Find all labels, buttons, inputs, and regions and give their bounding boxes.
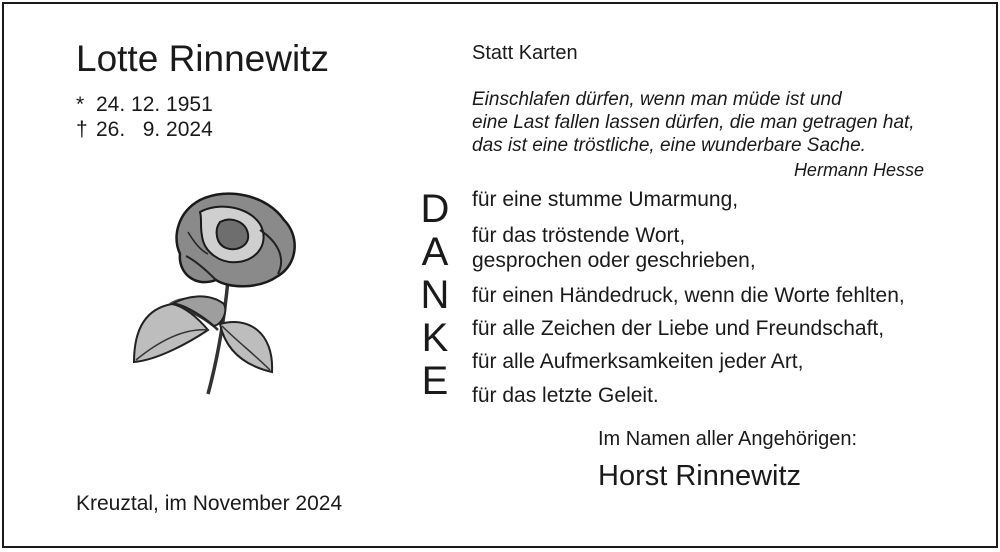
thanks-line: für das tröstende Wort, (472, 224, 686, 247)
birth-date: 24. 12. 1951 (96, 93, 213, 116)
thanks-line: gesprochen oder geschrieben, (472, 249, 756, 272)
quote-line: das ist eine tröstliche, eine wunderbare Sache. (472, 135, 866, 156)
statt-karten: Statt Karten (472, 42, 578, 64)
thanks-line: für einen Händedruck, wenn die Worte fehlten, (472, 284, 905, 307)
signer-name: Horst Rinnewitz (598, 460, 802, 492)
death-symbol: † (76, 118, 88, 141)
thanks-line: für alle Aufmerksamkeiten jeder Art, (472, 350, 804, 373)
obituary-card (2, 2, 998, 548)
quote (472, 88, 915, 157)
closing-intro: Im Namen aller Angehörigen: (598, 428, 858, 450)
deceased-name: Lotte Rinnewitz (76, 38, 329, 79)
death-date: 26. 9. 2024 (96, 118, 213, 141)
danke-letter-d: D (420, 187, 450, 231)
quote-line: Einschlafen dürfen, wenn man müde ist und (472, 89, 842, 110)
danke-letter-a: A (421, 230, 449, 274)
life-dates (76, 92, 213, 142)
birth-row (76, 92, 213, 117)
thanks-line: für eine stumme Umarmung, (472, 188, 739, 211)
danke-letter-e: E (421, 359, 449, 403)
danke-letters (412, 188, 458, 403)
death-row (76, 117, 213, 142)
place-and-date: Kreuztal, im November 2024 (76, 492, 343, 515)
birth-symbol: * (76, 93, 85, 116)
danke-letter-n: N (420, 273, 450, 317)
thanks-line: für das letzte Geleit. (472, 384, 659, 407)
thanks-line: für alle Zeichen der Liebe und Freundschaft, (472, 317, 885, 340)
quote-author: Hermann Hesse (793, 160, 924, 180)
danke-letter-k: K (421, 316, 449, 360)
quote-line: eine Last fallen lassen dürfen, die man getragen hat, (472, 112, 915, 133)
rose-illustration (128, 192, 308, 397)
